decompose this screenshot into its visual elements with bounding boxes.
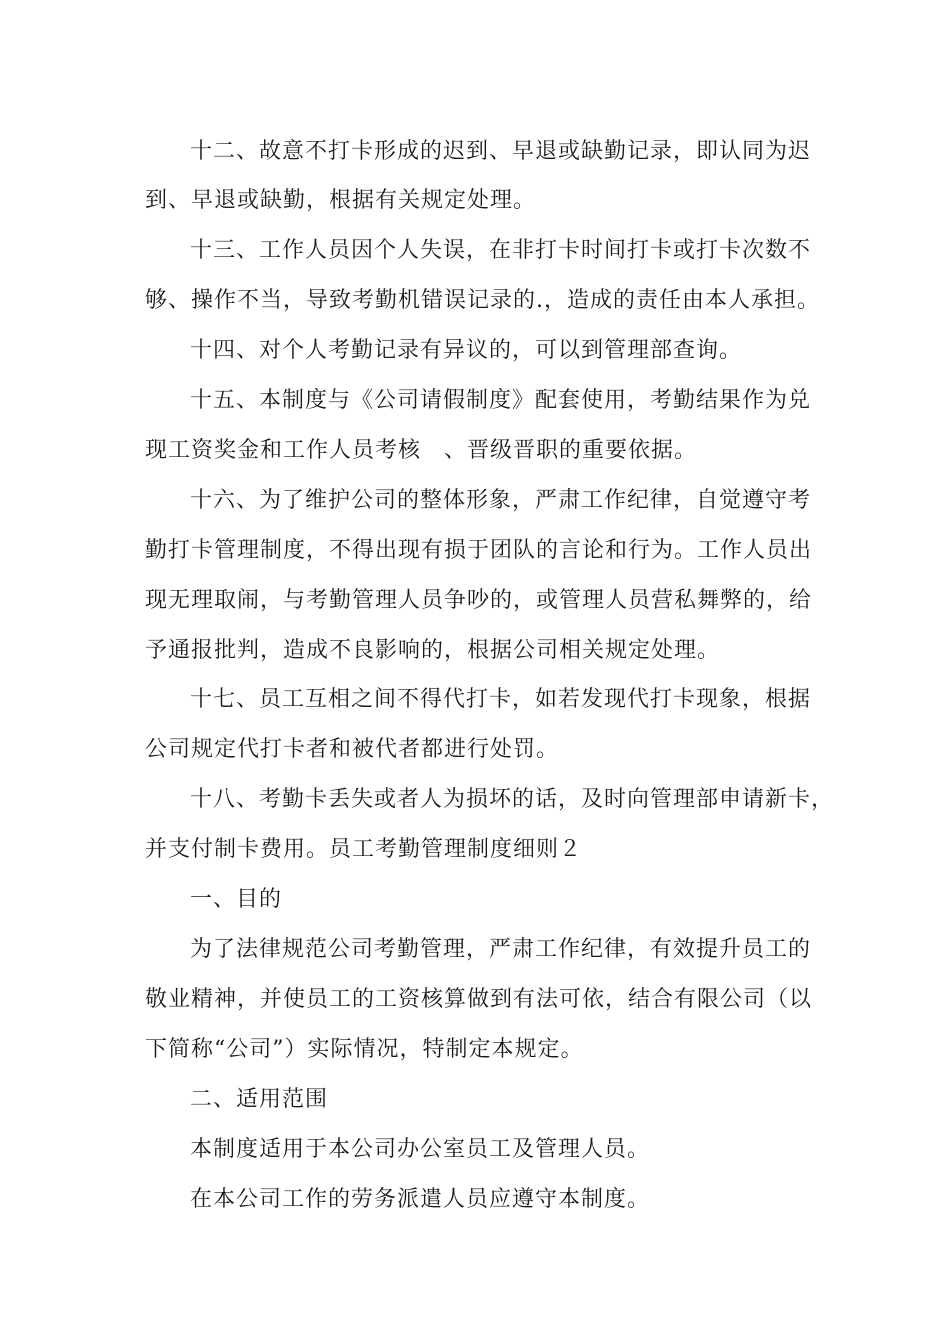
text-line: 勤打卡管理制度，不得出现有损于团队的言论和行为。工作人员出 xyxy=(145,538,813,563)
text-line: 并支付制卡费用。员工考勤管理制度细则２ xyxy=(145,837,583,862)
text-line: 十七、员工互相之间不得代打卡，如若发现代打卡现象，根据 xyxy=(190,687,812,712)
text-line: 十八、考勤卡丢失或者人为损坏的话，及时向管理部申请新卡， xyxy=(190,787,835,812)
text-line: 十四、对个人考勤记录有异议的，可以到管理部查询。 xyxy=(190,338,743,363)
text-line: 现工资奖金和工作人员考核 、晋级晋职的重要依据。 xyxy=(145,438,698,463)
text-line: 下简称“公司”）实际情况，特制定本规定。 xyxy=(145,1037,584,1062)
text-line: 够、操作不当，导致考勤机错误记录的.，造成的责任由本人承担。 xyxy=(145,288,820,313)
text-line: 本制度适用于本公司办公室员工及管理人员。 xyxy=(190,1137,651,1162)
text-line: 十二、故意不打卡形成的迟到、早退或缺勤记录，即认同为迟 xyxy=(190,139,812,164)
text-line: 到、早退或缺勤，根据有关规定处理。 xyxy=(145,188,537,213)
text-line: 十五、本制度与《公司请假制度》配套使用，考勤结果作为兑 xyxy=(190,388,812,413)
text-line: 公司规定代打卡者和被代者都进行处罚。 xyxy=(145,737,560,762)
text-line: 敬业精神，并使员工的工资核算做到有法可依，结合有限公司（以 xyxy=(145,987,813,1012)
text-line: 在本公司工作的劳务派遣人员应遵守本制度。 xyxy=(190,1187,651,1212)
text-line: 十三、工作人员因个人失误，在非打卡时间打卡或打卡次数不 xyxy=(190,238,812,263)
text-line: 予通报批判，造成不良影响的，根据公司相关规定处理。 xyxy=(145,638,721,663)
section-heading: 二、适用范围 xyxy=(190,1087,329,1112)
text-line: 现无理取闹，与考勤管理人员争吵的，或管理人员营私舞弊的，给 xyxy=(145,588,813,613)
section-heading: 一、目的 xyxy=(190,887,283,912)
text-line: 十六、为了维护公司的整体形象，严肃工作纪律，自觉遵守考 xyxy=(190,488,812,513)
text-line: 为了法律规范公司考勤管理，严肃工作纪律，有效提升员工的 xyxy=(190,937,812,962)
